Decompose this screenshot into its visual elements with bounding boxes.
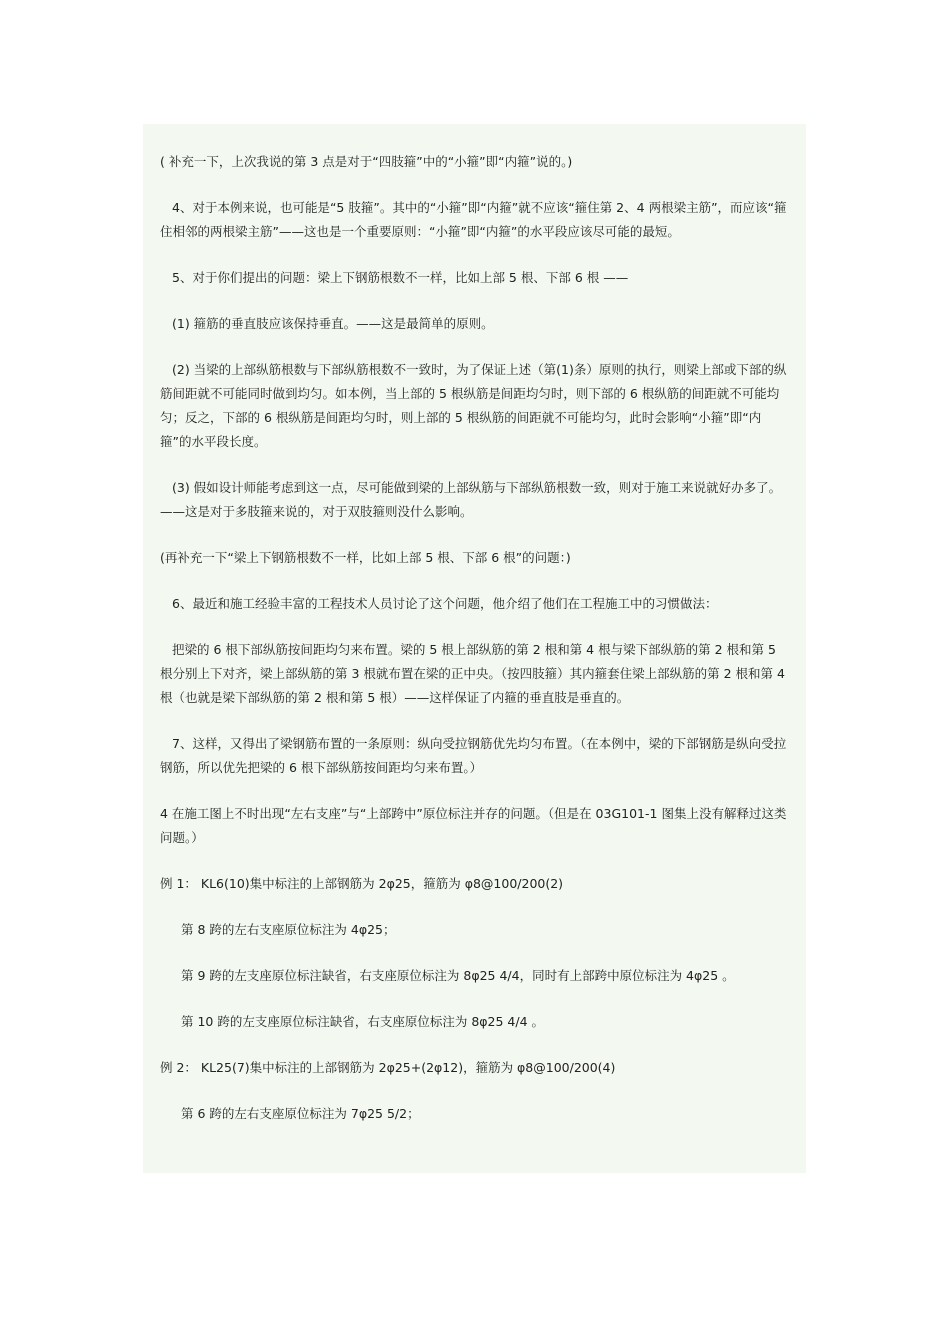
document-paragraph: 7、这样，又得出了梁钢筋布置的一条原则：纵向受拉钢筋优先均匀布置。（在本例中，梁的下部钢筋是纵向受拉钢筋，所以优先把梁的 6 根下部纵筋按间距均匀来布置。） bbox=[160, 736, 787, 775]
document-paragraph: 第 8 跨的左右支座原位标注为 4φ25； bbox=[181, 922, 396, 937]
document-paragraph: 第 10 跨的左支座原位标注缺省，右支座原位标注为 8φ25 4/4 。 bbox=[181, 1014, 544, 1029]
document-paragraph: 第 9 跨的左支座原位标注缺省，右支座原位标注为 8φ25 4/4，同时有上部跨中原位标注为 4φ25 。 bbox=[181, 968, 735, 983]
document-paragraph: 第 6 跨的左右支座原位标注为 7φ25 5/2； bbox=[181, 1106, 420, 1121]
document-paragraph: 5、对于你们提出的问题：梁上下钢筋根数不一样，比如上部 5 根、下部 6 根 —— bbox=[172, 270, 629, 285]
document-panel bbox=[143, 124, 806, 1173]
document-paragraph: 6、最近和施工经验丰富的工程技术人员讨论了这个问题，他介绍了他们在工程施工中的习惯做法： bbox=[172, 596, 718, 611]
document-paragraph: 4 在施工图上不时出现“左右支座”与“上部跨中”原位标注并存的问题。（但是在 03G101-1 图集上没有解释过这类问题。） bbox=[160, 806, 787, 845]
document-paragraph: (2) 当梁的上部纵筋根数与下部纵筋根数不一致时，为了保证上述（第(1)条）原则的执行，则梁上部或下部的纵筋间距就不可能同时做到均匀。如本例，当上部的 5 根纵筋是间距均匀时，则下部的 6 根纵筋的间距就不可能均匀；反之，下部的 6 根纵筋是间距均匀时，则上部的 5 根纵筋的间距就不可能均匀，此时会影响“小箍”即“内箍”的水平段长度。 bbox=[160, 362, 787, 449]
document-paragraph: 把梁的 6 根下部纵筋按间距均匀来布置。梁的 5 根上部纵筋的第 2 根和第 4 根与梁下部纵筋的第 2 根和第 5 根分别上下对齐，梁上部纵筋的第 3 根就布置在梁的正中央。（按四肢箍）其内箍套住梁上部纵筋的第 2 根和第 4 根（也就是梁下部纵筋的第 2 根和第 5 根）——这样保证了内箍的垂直肢是垂直的。 bbox=[160, 642, 785, 705]
document-paragraph: (再补充一下“梁上下钢筋根数不一样，比如上部 5 根、下部 6 根”的问题：) bbox=[160, 550, 571, 565]
document-paragraph: (1) 箍筋的垂直肢应该保持垂直。——这是最简单的原则。 bbox=[172, 316, 494, 331]
document-paragraph: (3) 假如设计师能考虑到这一点，尽可能做到梁的上部纵筋与下部纵筋根数一致，则对于施工来说就好办多了。——这是对于多肢箍来说的，对于双肢箍则没什么影响。 bbox=[160, 480, 782, 519]
document-content bbox=[160, 150, 788, 1148]
document-paragraph: 4、对于本例来说，也可能是“5 肢箍”。其中的“小箍”即“内箍”就不应该“箍住第 2、4 两根梁主筋”，而应该“箍住相邻的两根梁主筋”——这也是一个重要原则：“小箍”即“内箍”的水平段应该尽可能的最短。 bbox=[160, 200, 787, 239]
document-paragraph: ( 补充一下，上次我说的第 3 点是对于“四肢箍”中的“小箍”即“内箍”说的。) bbox=[160, 154, 573, 169]
document-paragraph: 例 2： KL25(7)集中标注的上部钢筋为 2φ25+(2φ12)，箍筋为 φ8@100/200(4) bbox=[160, 1060, 616, 1075]
document-paragraph: 例 1： KL6(10)集中标注的上部钢筋为 2φ25，箍筋为 φ8@100/200(2) bbox=[160, 876, 564, 891]
